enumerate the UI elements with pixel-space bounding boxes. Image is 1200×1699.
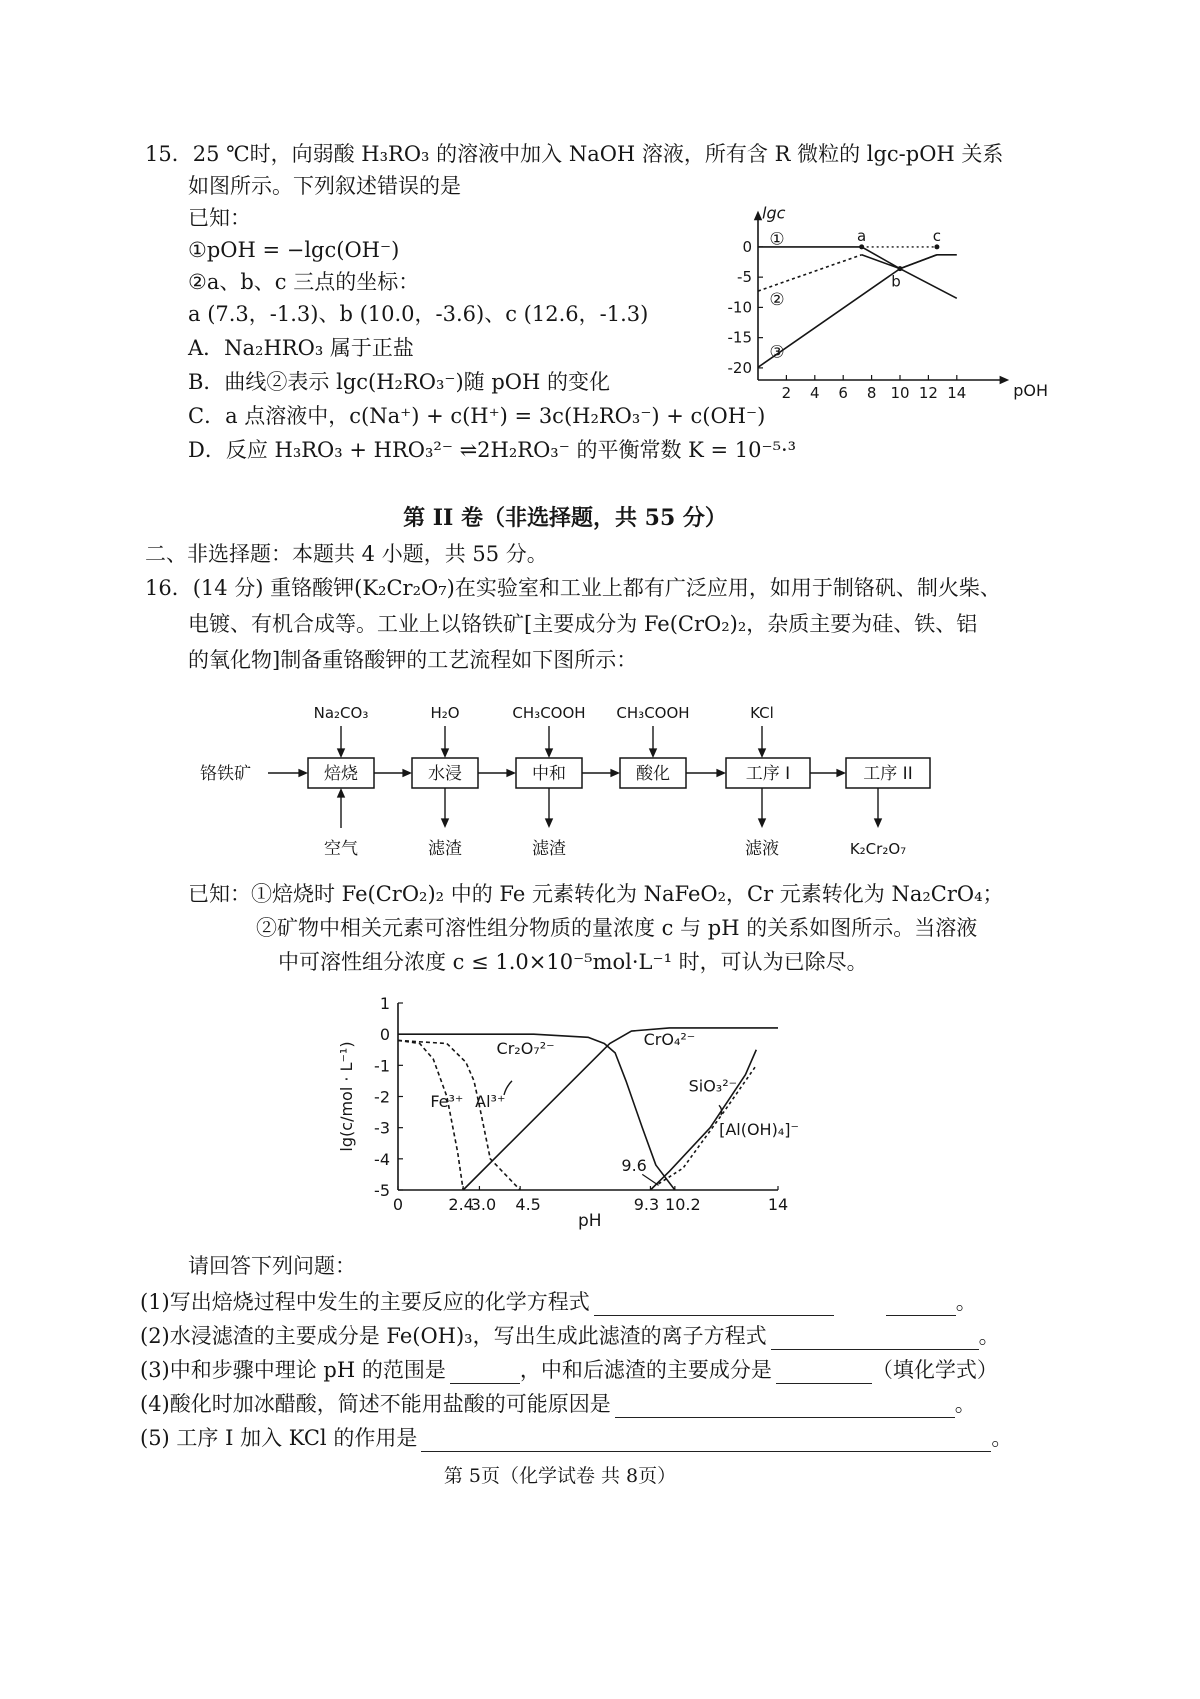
y-tick-label: -1 <box>374 1056 390 1076</box>
flow-arrow-head-icon <box>545 748 553 758</box>
q16-questions-intro: 请回答下列问题： <box>188 1254 356 1278</box>
q16-q2-answer-blank[interactable] <box>771 1331 979 1350</box>
x-tick-label: 8 <box>866 384 877 402</box>
flow-arrow-head-icon <box>758 818 766 828</box>
section-ii-title: 第 II 卷（非选择题，共 55 分） <box>403 505 727 531</box>
q16-q4-period: 。 <box>954 1392 976 1416</box>
q16-note-2: ②矿物中相关元素可溶性组分物质的量浓度 c 与 pH 的关系如图所示。当溶液 <box>256 916 978 940</box>
flow-arrow-head-icon <box>836 769 846 777</box>
flow-arrow-head-icon <box>758 748 766 758</box>
q16-q3-text-b: ，中和后滤渣的主要成分是 <box>519 1358 772 1382</box>
annotation-pointer <box>642 1174 658 1185</box>
flow-arrow-head-icon <box>298 769 308 777</box>
q16-stem-line3: 的氧化物]制备重铬酸钾的工艺流程如下图所示： <box>188 648 638 672</box>
y-tick-label: 0 <box>379 1025 390 1045</box>
q15-known-2: ②a、b、c 三点的坐标： <box>188 270 420 294</box>
point-a <box>859 244 864 249</box>
annotation-9-6: 9.6 <box>621 1156 647 1176</box>
q16-question-4 <box>140 1390 976 1418</box>
q16-q1-answer-blank[interactable] <box>594 1297 834 1316</box>
flow-arrow-head-icon <box>402 769 412 777</box>
curve-3 <box>758 255 937 368</box>
x-tick-label: 6 <box>838 384 848 402</box>
point-b <box>898 266 903 271</box>
q16-q4-answer-blank[interactable] <box>615 1399 955 1418</box>
y-axis-label: lg(c/mol · L⁻¹) <box>337 1041 356 1152</box>
point-label-b: b <box>891 272 901 291</box>
q16-q1-period: 。 <box>955 1290 977 1314</box>
q16-question-2 <box>140 1322 1000 1350</box>
flow-arrow-head-icon <box>716 769 726 777</box>
x-axis-label: pH <box>578 1211 602 1231</box>
q16-lgc-ph-chart <box>330 985 850 1230</box>
x-axis-label: pOH <box>1013 381 1048 400</box>
flow-step-label: 水浸 <box>428 764 462 784</box>
flow-arrow-head-icon <box>441 818 449 828</box>
x-axis-arrow-icon <box>1000 376 1010 384</box>
point-label-a: a <box>857 226 867 245</box>
y-tick-label: -15 <box>727 328 752 347</box>
q15-stem-line2: 如图所示。下列叙述错误的是 <box>188 174 461 198</box>
x-tick-label: 12 <box>918 384 938 402</box>
section-ii-subtitle: 二、非选择题：本题共 4 小题，共 55 分。 <box>145 542 548 566</box>
flow-input-label: KCl <box>750 704 774 722</box>
flow-arrow-head-icon <box>610 769 620 777</box>
y-tick-label: -3 <box>374 1118 390 1138</box>
y-tick-label: -5 <box>374 1181 390 1200</box>
series-line <box>398 1040 520 1190</box>
series-label: Cr₂O₇²⁻ <box>496 1039 555 1059</box>
point-label-c: c <box>932 226 942 245</box>
x-tick-label: 10.2 <box>665 1195 701 1214</box>
q16-q3-residue-blank[interactable] <box>776 1365 872 1384</box>
q15-known-1: ①pOH = −lgc(OH⁻) <box>188 238 400 262</box>
flow-input-label: CH₃COOH <box>512 704 586 722</box>
q16-q3-ph-blank[interactable] <box>450 1365 520 1384</box>
flow-arrow-head-icon <box>337 788 345 798</box>
q16-q3-text-a: (3)中和步骤中理论 pH 的范围是 <box>140 1358 446 1382</box>
flow-arrow-head-icon <box>545 818 553 828</box>
x-tick-label: 4.5 <box>515 1195 541 1214</box>
flow-input-label: CH₃COOH <box>616 704 690 722</box>
x-tick-label: 2.4 <box>448 1195 474 1214</box>
y-tick-label: 0 <box>742 237 752 256</box>
x-tick-label: 0 <box>392 1195 404 1214</box>
q16-process-flow-diagram <box>180 690 960 870</box>
x-tick-label: 2 <box>781 384 792 402</box>
q16-q5-period: 。 <box>991 1426 1013 1450</box>
q16-q1-text: (1)写出焙烧过程中发生的主要反应的化学方程式 <box>140 1290 590 1314</box>
q15-option-c: C．a 点溶液中，c(Na⁺) + c(H⁺) = 3c(H₂RO₃⁻) + c(OH⁻) <box>188 404 766 428</box>
flow-output-label: K₂Cr₂O₇ <box>849 840 907 858</box>
q15-lgc-poh-chart <box>700 180 1048 420</box>
y-tick-label: -20 <box>727 358 752 377</box>
q15-stem-line1: 15．25 ℃时，向弱酸 H₃RO₃ 的溶液中加入 NaOH 溶液，所有含 R 微粒的 lgc-pOH 关系 <box>145 142 1004 166</box>
y-tick-label: -2 <box>374 1087 390 1107</box>
curve-label-3: ③ <box>769 342 785 363</box>
q16-question-5 <box>140 1424 1012 1452</box>
al-label-pointer <box>504 1081 512 1095</box>
x-tick-label: 9.3 <box>633 1195 660 1214</box>
series-label: [Al(OH)₄]⁻ <box>719 1120 799 1140</box>
q15-option-d: D．反应 H₃RO₃ + HRO₃²⁻ ⇌2H₂RO₃⁻ 的平衡常数 K = 10⁻⁵·³ <box>188 438 797 462</box>
series-label: Al³⁺ <box>475 1092 506 1112</box>
q15-option-a: A．Na₂HRO₃ 属于正盐 <box>188 336 414 360</box>
flow-step-label: 酸化 <box>636 764 670 784</box>
x-tick-label: 3.0 <box>470 1195 497 1214</box>
flow-step-label: 工序 II <box>863 764 913 784</box>
q16-q5-text: (5) 工序 I 加入 KCl 的作用是 <box>140 1426 418 1450</box>
q16-q1-answer-blank-2[interactable] <box>886 1297 956 1316</box>
q16-stem-line2: 电镀、有机合成等。工业上以铬铁矿[主要成分为 Fe(CrO₂)₂，杂质主要为硅、铁、铝 <box>188 612 978 636</box>
flow-air-label: 空气 <box>324 839 358 859</box>
q16-q2-period: 。 <box>978 1324 1000 1348</box>
q16-stem-line1: 16．(14 分) 重铬酸钾(K₂Cr₂O₇)在实验室和工业上都有广泛应用，如用于制铬矾、制火柴、 <box>145 576 1001 600</box>
q16-note-3: 中可溶性组分浓度 c ≤ 1.0×10⁻⁵mol·L⁻¹ 时，可认为已除尽。 <box>278 950 868 974</box>
q15-known-label: 已知： <box>188 206 251 230</box>
curve-label-1: ① <box>769 229 785 250</box>
series-label: CrO₄²⁻ <box>643 1029 696 1049</box>
y-tick-label: -4 <box>374 1149 390 1169</box>
series-label: Fe³⁺ <box>430 1092 464 1112</box>
flow-arrow-head-icon <box>506 769 516 777</box>
y-tick-label: -5 <box>737 268 752 287</box>
flow-output-label: 滤渣 <box>428 839 462 859</box>
point-c <box>934 244 939 249</box>
flow-step-label: 焙烧 <box>324 764 358 784</box>
q16-q5-answer-blank[interactable] <box>421 1433 991 1452</box>
flow-arrow-head-icon <box>649 748 657 758</box>
curve-label-2: ② <box>769 289 785 310</box>
q16-question-1 <box>140 1288 977 1316</box>
q16-note-1: 已知：①焙烧时 Fe(CrO₂)₂ 中的 Fe 元素转化为 NaFeO₂，Cr 元素转化为 Na₂CrO₄； <box>188 882 1004 906</box>
flow-start-label: 铬铁矿 <box>200 764 251 784</box>
flow-output-label: 滤渣 <box>532 839 566 859</box>
y-tick-label: -10 <box>727 298 752 317</box>
q16-q4-text: (4)酸化时加冰醋酸，简述不能用盐酸的可能原因是 <box>140 1392 611 1416</box>
series-label: SiO₃²⁻ <box>688 1076 738 1096</box>
flow-arrow-head-icon <box>441 748 449 758</box>
curve-2-dashed-left <box>758 255 862 291</box>
flow-arrow-head-icon <box>874 818 882 828</box>
q16-q3-text-c: （填化学式） <box>871 1358 998 1382</box>
flow-input-label: H₂O <box>430 704 460 722</box>
flow-output-label: 滤液 <box>745 839 779 859</box>
y-axis-label: lgc <box>762 203 786 223</box>
x-tick-label: 14 <box>947 384 967 402</box>
flow-input-label: Na₂CO₃ <box>313 704 369 722</box>
series-line <box>398 1040 463 1190</box>
x-tick-label: 10 <box>890 384 910 402</box>
q15-known-3: a (7.3，-1.3)、b (10.0，-3.6)、c (12.6，-1.3) <box>188 302 649 326</box>
flow-step-label: 工序 I <box>745 764 791 784</box>
page-footer: 第 5页（化学试卷 共 8页） <box>443 1465 677 1487</box>
x-tick-label: 4 <box>810 384 820 402</box>
y-tick-label: 1 <box>379 994 390 1013</box>
q15-option-b: B．曲线②表示 lgc(H₂RO₃⁻)随 pOH 的变化 <box>188 370 610 394</box>
x-tick-label: 14 <box>767 1195 789 1214</box>
curve-1 <box>758 247 957 298</box>
flow-step-label: 中和 <box>532 764 566 784</box>
q16-q2-text: (2)水浸滤渣的主要成分是 Fe(OH)₃，写出生成此滤渣的离子方程式 <box>140 1324 767 1348</box>
y-axis-arrow-icon <box>754 211 762 221</box>
flow-arrow-head-icon <box>337 748 345 758</box>
q16-question-3 <box>140 1356 998 1384</box>
